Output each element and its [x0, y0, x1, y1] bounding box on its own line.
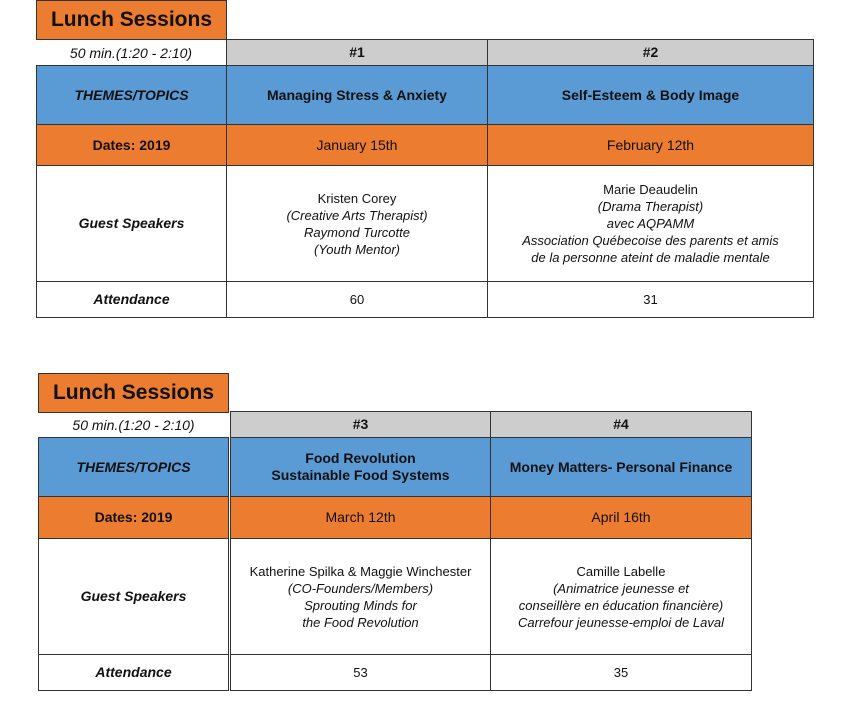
speaker-line: avec AQPAMM: [606, 216, 695, 231]
session-date: January 15th: [226, 124, 488, 166]
session-number-header: #1: [226, 39, 488, 66]
row-label-dates: Dates: 2019: [36, 124, 227, 166]
session-number-header: #3: [230, 411, 491, 438]
session-duration: 50 min.(1:20 - 2:10): [72, 416, 195, 433]
topic-line: Self-Esteem & Body Image: [561, 86, 740, 103]
speaker-line: Carrefour jeunesse-emploi de Laval: [518, 614, 724, 630]
speaker-line: Kristen Corey: [317, 190, 397, 206]
topic-line: Food Revolution: [305, 450, 416, 466]
row-label-attendance: Attendance: [38, 654, 229, 691]
speaker-line: de la personne ateint de maladie mentale: [531, 250, 770, 265]
row-label-attendance: Attendance: [36, 281, 227, 318]
table-title: Lunch Sessions: [36, 0, 227, 40]
row-label-speakers: Guest Speakers: [36, 165, 227, 282]
speaker-line: (CO-Founders/Members): [287, 580, 434, 596]
row-label-topics: THEMES/TOPICS: [38, 437, 229, 497]
guest-speakers: [487, 165, 814, 282]
speaker-line: conseillère en éducation financière): [518, 597, 724, 613]
session-topic: [226, 65, 488, 125]
session-number-header: #2: [487, 39, 814, 66]
speaker-line: the Food Revolution: [302, 614, 419, 630]
speaker-line: (Drama Therapist): [597, 199, 704, 214]
session-date: March 12th: [230, 496, 491, 539]
speaker-line: Camille Labelle: [576, 563, 666, 579]
session-number-header: #4: [490, 411, 752, 438]
speaker-line: (Animatrice jeunesse et: [553, 580, 689, 596]
row-label-speakers: Guest Speakers: [38, 538, 229, 655]
speaker-line: Association Québecoise des parents et amis: [522, 233, 779, 248]
speaker-line: Sprouting Minds for: [304, 597, 417, 613]
table-title: Lunch Sessions: [38, 373, 229, 413]
topic-line: Money Matters- Personal Finance: [509, 458, 733, 475]
session-topic: [230, 437, 491, 497]
topic-line: Sustainable Food Systems: [271, 467, 450, 483]
guest-speakers: [490, 538, 752, 655]
session-topic: [487, 65, 814, 125]
guest-speakers: [230, 538, 491, 655]
row-label-topics: THEMES/TOPICS: [36, 65, 227, 125]
speaker-line: (Creative Arts Therapist): [286, 207, 428, 223]
session-attendance: 35: [490, 654, 752, 691]
speaker-line: Katherine Spilka & Maggie Winchester: [249, 563, 472, 579]
row-label-dates: Dates: 2019: [38, 496, 229, 539]
session-date: April 16th: [490, 496, 752, 539]
guest-speakers: [226, 165, 488, 282]
topic-line: Managing Stress & Anxiety: [267, 86, 447, 103]
speaker-line: (Youth Mentor): [314, 241, 400, 257]
session-duration: 50 min.(1:20 - 2:10): [69, 44, 193, 61]
session-topic: [490, 437, 752, 497]
speaker-line: Marie Deaudelin: [603, 182, 698, 197]
session-attendance: 60: [226, 281, 488, 318]
session-attendance: 53: [230, 654, 491, 691]
session-attendance: 31: [487, 281, 814, 318]
session-date: February 12th: [487, 124, 814, 166]
speaker-line: Raymond Turcotte: [304, 224, 410, 240]
